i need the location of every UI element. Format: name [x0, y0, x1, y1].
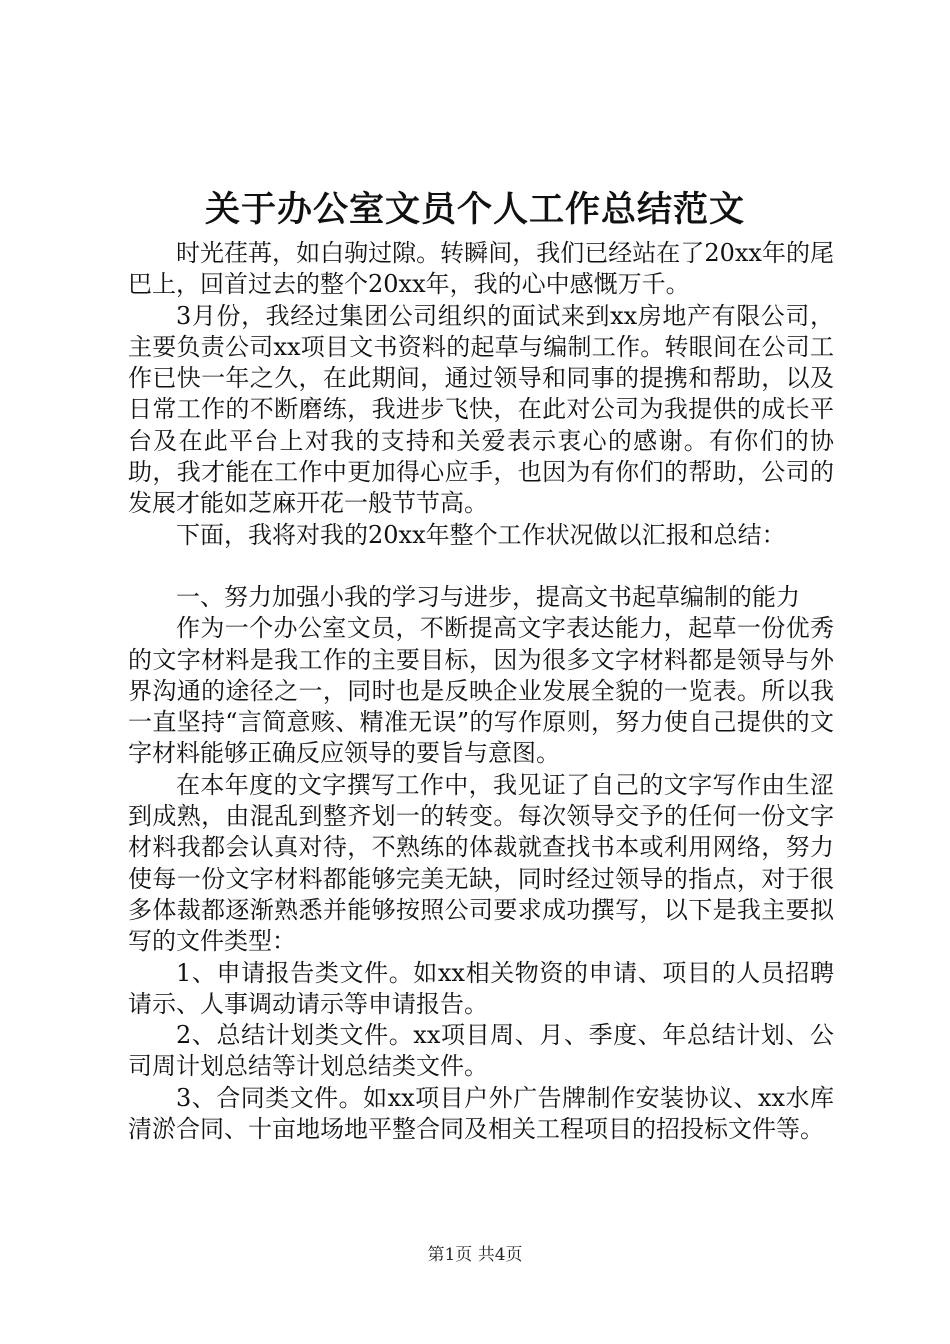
paragraph-summary-intro: 下面，我将对我的20xx年整个工作状况做以汇报和总结： — [176, 520, 786, 549]
document-body — [128, 238, 834, 1145]
list-item-summary-plans: 2、总结计划类文件。xx项目周、月、季度、年总结计划、公司周计划总结等计划总结类文件。 — [128, 1021, 834, 1081]
document-title: 关于办公室文员个人工作总结范文 — [204, 189, 745, 230]
paragraph-writing-goal: 作为一个办公室文员，不断提高文字表达能力，起草一份优秀的文字材料是我工作的主要目标，因为很多文字材料都是领导与外界沟通的途径之一，同时也是反映企业发展全貌的一览表。所以我一直坚持“言简意赅、精准无误”的写作原则，努力使自己提供的文字材料能够正确反应领导的要旨与意图。 — [128, 614, 834, 768]
list-item-application-reports: 1、申请报告类文件。如xx相关物资的申请、项目的人员招聘请示、人事调动请示等申请报告。 — [128, 958, 834, 1018]
page-footer: 第1页 共4页 — [427, 1245, 523, 1265]
paragraph-background: 3月份，我经过集团公司组织的面试来到xx房地产有限公司，主要负责公司xx项目文书资料的起草与编制工作。转眼间在公司工作已快一年之久，在此期间，通过领导和同事的提携和帮助，以及日常工作的不断磨练，我进步飞快，在此对公司为我提供的成长平台及在此平台上对我的支持和关爱表示衷心的感谢。有你们的协助，我才能在工作中更加得心应手，也因为有你们的帮助，公司的发展才能如芝麻开花一般节节高。 — [128, 301, 834, 518]
section-heading-1: 一、努力加强小我的学习与进步，提高文书起草编制的能力 — [176, 582, 800, 611]
paragraph-intro: 时光荏苒，如白驹过隙。转瞬间，我们已经站在了20xx年的尾巴上，回首过去的整个20xx年，我的心中感慨万千。 — [128, 239, 834, 299]
list-item-contracts: 3、合同类文件。如xx项目户外广告牌制作安装协议、xx水库清淤合同、十亩地场地平整合同及相关工程项目的招投标文件等。 — [128, 1083, 834, 1144]
paragraph-writing-growth: 在本年度的文字撰写工作中，我见证了自己的文字写作由生涩到成熟，由混乱到整齐划一的转变。每次领导交予的任何一份文字材料我都会认真对待，不熟练的体裁就查找书本或利用网络，努力使每一份文字材料都能够完美无缺，同时经过领导的指点，对于很多体裁都逐渐熟悉并能够按照公司要求成功撰写，以下是我主要拟写的文件类型： — [128, 770, 834, 956]
